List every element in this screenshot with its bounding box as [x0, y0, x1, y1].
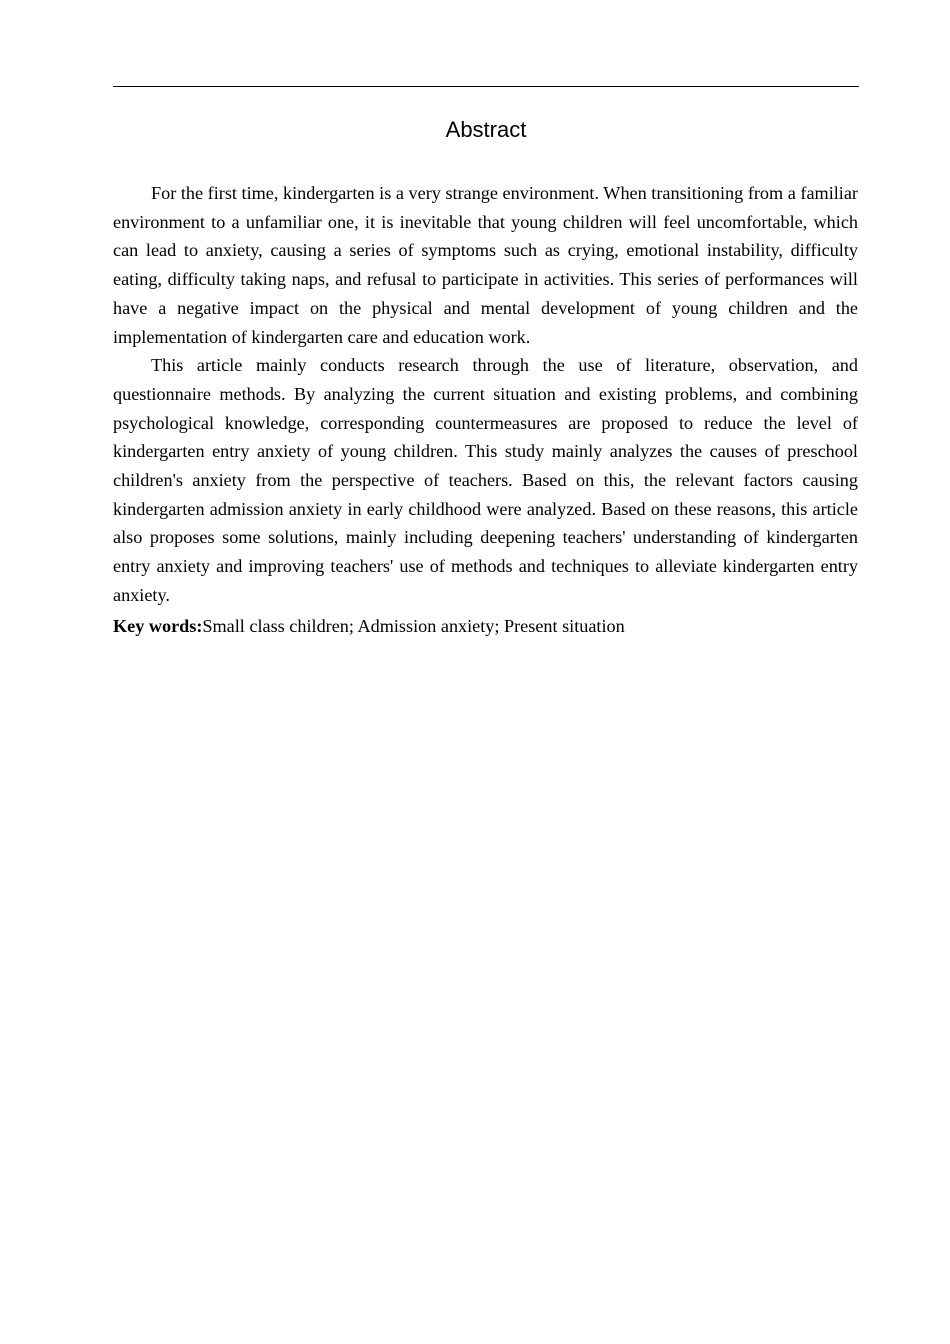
keywords-label: Key words:	[113, 615, 203, 636]
keywords-text: Small class children; Admission anxiety; Present situation	[202, 615, 625, 636]
abstract-paragraph-2: This article mainly conducts research through the use of literature, observation, and questionnaire methods. By analyzing the current situation and existing problems, and combining psychological knowledge, corresponding countermeasures are proposed to reduce the level of kindergarten entry anxiety of young children. This study mainly analyzes the causes of preschool children's anxiety from the perspective of teachers. Based on this, the relevant factors causing kindergarten admission anxiety in early childhood were analyzed. Based on these reasons, this article also proposes some solutions, mainly including deepening teachers' understanding of kindergarten entry anxiety and improving teachers' use of methods and techniques to alleviate kindergarten entry anxiety.	[113, 355, 858, 605]
abstract-body	[113, 179, 858, 640]
abstract-paragraph-1: For the first time, kindergarten is a very strange environment. When transitioning from a familiar environment to a unfamiliar one, it is inevitable that young children will feel uncomfortable, which can lead to anxiety, causing a series of symptoms such as crying, emotional instability, difficulty eating, difficulty taking naps, and refusal to participate in activities. This series of performances will have a negative impact on the physical and mental development of young children and the implementation of kindergarten care and education work.	[113, 183, 858, 347]
keywords-line	[113, 612, 858, 641]
abstract-title: Abstract	[445, 117, 527, 142]
header-rule	[113, 86, 859, 87]
